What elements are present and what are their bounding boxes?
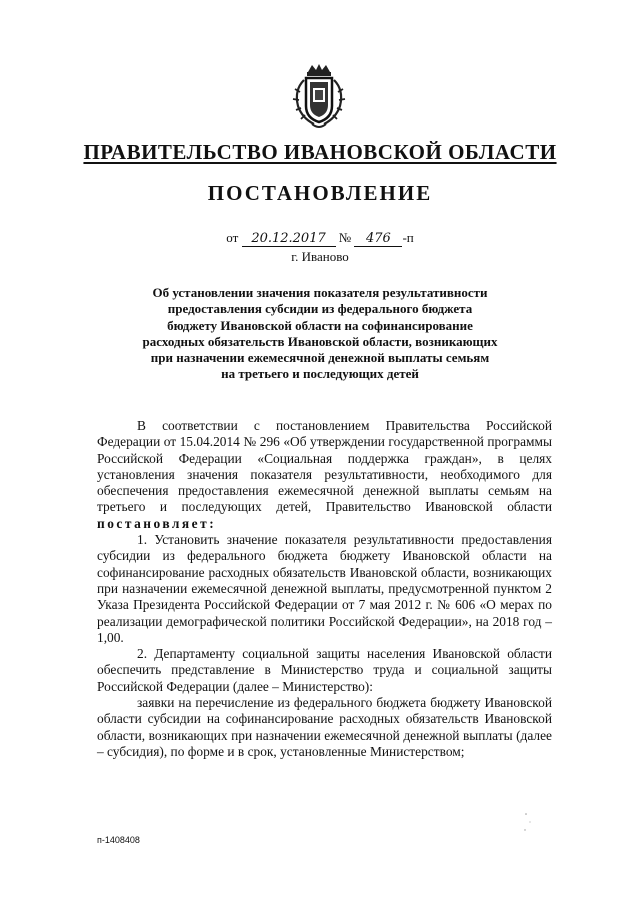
date-prefix: от: [226, 230, 239, 245]
subject-line: предоставления субсидии из федерального бюджета: [167, 301, 473, 317]
number-prefix: №: [338, 230, 352, 245]
city-line: г. Иваново: [291, 249, 349, 264]
subject-line: бюджету Ивановской области на софинансирование: [167, 317, 473, 333]
scan-speckle-mark: [520, 808, 550, 838]
subject-line: при назначении ежемесячной денежной выплаты семьям: [150, 350, 490, 366]
document-subject: [120, 285, 520, 383]
date-value: 20.12.2017: [242, 231, 336, 247]
item-2-subparagraph: заявки на перечисление из федерального бюджета бюджету Ивановской области субсидии на софинансирование расходных обязательств Ивановской области, возникающих при назначении ежемесячной денежной выплаты (далее – субсидия), по форме и в срок, установленные Министерством;: [97, 695, 552, 759]
number-suffix: -п: [402, 230, 414, 245]
subject-line: Об установлении значения показателя результативности: [152, 285, 488, 300]
number-value: 476: [354, 231, 402, 247]
government-title: ПРАВИТЕЛЬСТВО ИВАНОВСКОЙ ОБЛАСТИ: [83, 140, 557, 164]
intro-paragraph: [97, 418, 552, 532]
intro-text: В соответствии с постановлением Правительства Российской Федерации от 15.04.2014 № 296 «Об утверждении государственной программы Российской Федерации «Социальная поддержка граждан», в целях установления значения показателя результативности, необходимого для обеспечения предоставления ежемесячной денежной выплаты семьям на третьего и последующих детей, Правительство Ивановской области: [97, 418, 552, 515]
document-code: п-1408408: [97, 835, 140, 845]
coat-of-arms-emblem: [290, 62, 348, 132]
document-type-title: ПОСТАНОВЛЕНИЕ: [207, 181, 433, 205]
subject-line: расходных обязательств Ивановской области, возникающих: [142, 333, 498, 349]
document-body: [97, 418, 552, 760]
item-2-paragraph: 2. Департаменту социальной защиты населения Ивановской области обеспечить представление в Министерство труда и социальной защиты Российской Федерации (далее – Министерство):: [97, 646, 552, 694]
item-1-paragraph: 1. Установить значение показателя результативности предоставления субсидии из федерального бюджета бюджету Ивановской области на софинансирование расходных обязательств Ивановской области, возникающих при назначении ежемесячной денежной выплаты, предусмотренной пунктом 2 Указа Президента Российской Федерации от 7 мая 2012 г. № 606 «О мерах по реализации демографической политики Российской Федерации», на 2018 год – 1,00.: [97, 532, 552, 645]
decrees-word: постановляет:: [97, 515, 217, 531]
subject-line: на третьего и последующих детей: [221, 366, 419, 382]
date-number-line: [0, 230, 640, 247]
